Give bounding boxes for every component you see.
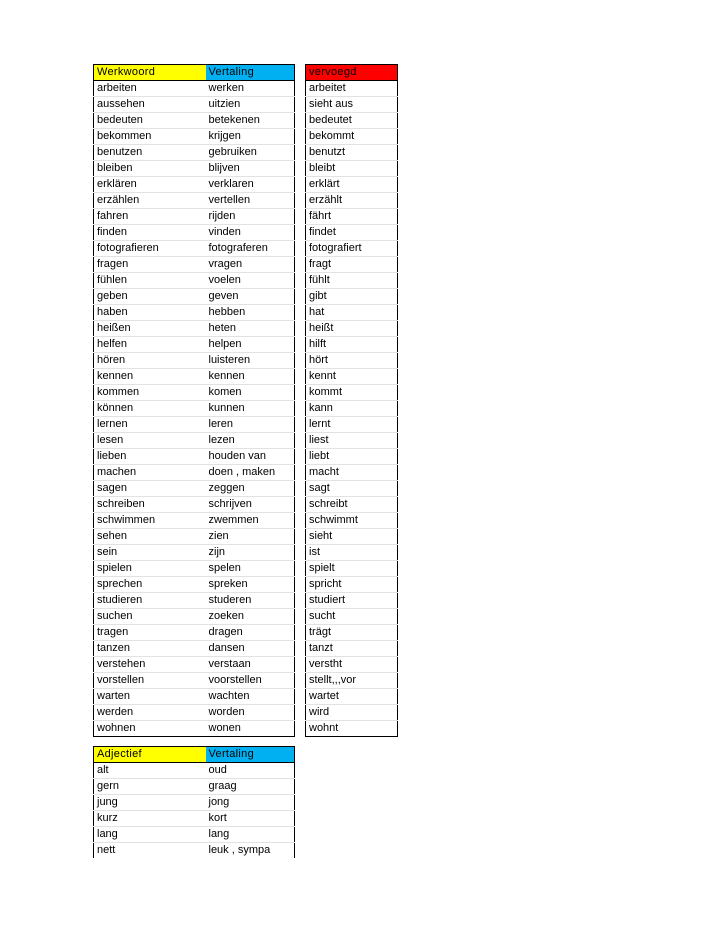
column-gap — [295, 465, 306, 481]
column-gap — [295, 145, 306, 161]
conjugated-cell: stellt,,,vor — [306, 673, 398, 689]
translation-cell: zien — [206, 529, 295, 545]
conjugated-cell: tanzt — [306, 641, 398, 657]
conjugated-cell: sieht — [306, 529, 398, 545]
conjugated-cell: lernt — [306, 417, 398, 433]
table-row — [94, 529, 398, 545]
verb-cell: werden — [94, 705, 206, 721]
verb-cell: verstehen — [94, 657, 206, 673]
column-gap — [295, 321, 306, 337]
translation-cell: zwemmen — [206, 513, 295, 529]
table-row — [94, 417, 398, 433]
column-gap — [295, 705, 306, 721]
translation-cell: verklaren — [206, 177, 295, 193]
conjugated-cell: hilft — [306, 337, 398, 353]
column-gap — [295, 561, 306, 577]
column-gap — [295, 593, 306, 609]
verb-cell: können — [94, 401, 206, 417]
table-row — [94, 827, 295, 843]
column-gap — [295, 641, 306, 657]
translation-cell: komen — [206, 385, 295, 401]
column-gap — [295, 449, 306, 465]
table-row — [94, 561, 398, 577]
header-werkwoord: Werkwoord — [94, 65, 206, 81]
table-row — [94, 145, 398, 161]
column-gap — [295, 577, 306, 593]
column-gap — [295, 209, 306, 225]
conjugated-cell: schreibt — [306, 497, 398, 513]
translation-cell: doen , maken — [206, 465, 295, 481]
verb-cell: warten — [94, 689, 206, 705]
table-row — [94, 497, 398, 513]
table-row — [94, 593, 398, 609]
conjugated-cell: trägt — [306, 625, 398, 641]
column-gap — [295, 721, 306, 737]
verb-cell: tragen — [94, 625, 206, 641]
column-gap — [295, 193, 306, 209]
verb-cell: bedeuten — [94, 113, 206, 129]
translation-cell: schrijven — [206, 497, 295, 513]
column-gap — [295, 385, 306, 401]
column-gap — [295, 417, 306, 433]
verb-cell: vorstellen — [94, 673, 206, 689]
table-row — [94, 641, 398, 657]
column-gap — [295, 353, 306, 369]
adjective-table — [93, 746, 295, 858]
translation-cell: zoeken — [206, 609, 295, 625]
translation-cell: wonen — [206, 721, 295, 737]
translation-cell: studeren — [206, 593, 295, 609]
table-row — [94, 795, 295, 811]
column-gap — [295, 225, 306, 241]
table-row — [94, 401, 398, 417]
translation-cell: heten — [206, 321, 295, 337]
column-gap — [295, 481, 306, 497]
translation-cell: graag — [206, 779, 295, 795]
conjugated-cell: wohnt — [306, 721, 398, 737]
conjugated-cell: fährt — [306, 209, 398, 225]
header-adjectief: Adjectief — [94, 747, 206, 763]
adjective-cell: alt — [94, 763, 206, 779]
table-row — [94, 305, 398, 321]
column-gap — [295, 161, 306, 177]
adjective-cell: gern — [94, 779, 206, 795]
verb-cell: schwimmen — [94, 513, 206, 529]
table-row — [94, 609, 398, 625]
translation-cell: krijgen — [206, 129, 295, 145]
table-row — [94, 577, 398, 593]
verb-cell: sehen — [94, 529, 206, 545]
conjugated-cell: wird — [306, 705, 398, 721]
translation-cell: leuk , sympa — [206, 843, 295, 859]
conjugated-cell: arbeitet — [306, 81, 398, 97]
translation-cell: spelen — [206, 561, 295, 577]
verb-cell: helfen — [94, 337, 206, 353]
conjugated-cell: macht — [306, 465, 398, 481]
conjugated-cell: sagt — [306, 481, 398, 497]
conjugated-cell: kennt — [306, 369, 398, 385]
column-gap — [295, 689, 306, 705]
verb-cell: bleiben — [94, 161, 206, 177]
conjugated-cell: heißt — [306, 321, 398, 337]
column-gap — [295, 257, 306, 273]
column-gap — [295, 529, 306, 545]
column-gap — [295, 625, 306, 641]
table-row — [94, 193, 398, 209]
conjugated-cell: erzählt — [306, 193, 398, 209]
translation-cell: kort — [206, 811, 295, 827]
conjugated-cell: sucht — [306, 609, 398, 625]
table-row — [94, 129, 398, 145]
translation-cell: kennen — [206, 369, 295, 385]
conjugated-cell: fühlt — [306, 273, 398, 289]
column-gap — [295, 369, 306, 385]
verb-cell: arbeiten — [94, 81, 206, 97]
verb-cell: fühlen — [94, 273, 206, 289]
translation-cell: luisteren — [206, 353, 295, 369]
translation-cell: lang — [206, 827, 295, 843]
adjective-table-header — [94, 747, 295, 763]
table-row — [94, 465, 398, 481]
verb-cell: erklären — [94, 177, 206, 193]
conjugated-cell: liest — [306, 433, 398, 449]
translation-cell: helpen — [206, 337, 295, 353]
verb-cell: heißen — [94, 321, 206, 337]
table-row — [94, 97, 398, 113]
conjugated-cell: schwimmt — [306, 513, 398, 529]
column-gap — [295, 81, 306, 97]
conjugated-cell: spielt — [306, 561, 398, 577]
translation-cell: zeggen — [206, 481, 295, 497]
table-row — [94, 763, 295, 779]
translation-cell: betekenen — [206, 113, 295, 129]
translation-cell: vragen — [206, 257, 295, 273]
conjugated-cell: gibt — [306, 289, 398, 305]
translation-cell: oud — [206, 763, 295, 779]
table-row — [94, 257, 398, 273]
verb-cell: haben — [94, 305, 206, 321]
translation-cell: gebruiken — [206, 145, 295, 161]
table-row — [94, 721, 398, 737]
column-gap — [295, 497, 306, 513]
table-row — [94, 513, 398, 529]
conjugated-cell: hört — [306, 353, 398, 369]
verb-cell: lieben — [94, 449, 206, 465]
verb-cell: sagen — [94, 481, 206, 497]
column-gap — [295, 273, 306, 289]
translation-cell: geven — [206, 289, 295, 305]
translation-cell: voelen — [206, 273, 295, 289]
verb-cell: bekommen — [94, 129, 206, 145]
column-gap — [295, 113, 306, 129]
column-gap — [295, 241, 306, 257]
verb-cell: lesen — [94, 433, 206, 449]
translation-cell: dragen — [206, 625, 295, 641]
translation-cell: leren — [206, 417, 295, 433]
verb-cell: finden — [94, 225, 206, 241]
translation-cell: jong — [206, 795, 295, 811]
table-row — [94, 481, 398, 497]
adjective-cell: lang — [94, 827, 206, 843]
translation-cell: worden — [206, 705, 295, 721]
translation-cell: zijn — [206, 545, 295, 561]
conjugated-cell: wartet — [306, 689, 398, 705]
verb-cell: geben — [94, 289, 206, 305]
verb-table — [93, 64, 398, 737]
table-row — [94, 779, 295, 795]
column-gap — [295, 433, 306, 449]
table-row — [94, 225, 398, 241]
verb-cell: erzählen — [94, 193, 206, 209]
verb-cell: hören — [94, 353, 206, 369]
table-row — [94, 705, 398, 721]
column-gap — [295, 609, 306, 625]
table-row — [94, 353, 398, 369]
conjugated-cell: fotografiert — [306, 241, 398, 257]
column-gap — [295, 177, 306, 193]
verb-cell: benutzen — [94, 145, 206, 161]
column-gap — [295, 337, 306, 353]
table-row — [94, 689, 398, 705]
table-row — [94, 81, 398, 97]
column-gap — [295, 401, 306, 417]
verb-cell: kommen — [94, 385, 206, 401]
translation-cell: rijden — [206, 209, 295, 225]
column-gap — [295, 657, 306, 673]
verb-table-header — [94, 65, 398, 81]
adjective-cell: jung — [94, 795, 206, 811]
table-row — [94, 321, 398, 337]
translation-cell: spreken — [206, 577, 295, 593]
translation-cell: uitzien — [206, 97, 295, 113]
translation-cell: lezen — [206, 433, 295, 449]
verb-cell: lernen — [94, 417, 206, 433]
verb-cell: machen — [94, 465, 206, 481]
column-gap — [295, 513, 306, 529]
table-row — [94, 657, 398, 673]
conjugated-cell: kommt — [306, 385, 398, 401]
table-row — [94, 369, 398, 385]
verb-cell: suchen — [94, 609, 206, 625]
table-row — [94, 545, 398, 561]
table-row — [94, 241, 398, 257]
translation-cell: houden van — [206, 449, 295, 465]
table-row — [94, 161, 398, 177]
table-row — [94, 113, 398, 129]
conjugated-cell: studiert — [306, 593, 398, 609]
verb-cell: fahren — [94, 209, 206, 225]
table-row — [94, 449, 398, 465]
verb-cell: kennen — [94, 369, 206, 385]
translation-cell: kunnen — [206, 401, 295, 417]
table-row — [94, 273, 398, 289]
translation-cell: vinden — [206, 225, 295, 241]
verb-cell: wohnen — [94, 721, 206, 737]
table-row — [94, 337, 398, 353]
table-row — [94, 177, 398, 193]
translation-cell: wachten — [206, 689, 295, 705]
verb-cell: tanzen — [94, 641, 206, 657]
verb-cell: aussehen — [94, 97, 206, 113]
header-vertaling: Vertaling — [206, 65, 295, 81]
conjugated-cell: bleibt — [306, 161, 398, 177]
verb-cell: fotografieren — [94, 241, 206, 257]
translation-cell: werken — [206, 81, 295, 97]
conjugated-cell: bedeutet — [306, 113, 398, 129]
column-gap — [295, 129, 306, 145]
adjective-cell: kurz — [94, 811, 206, 827]
verb-cell: sprechen — [94, 577, 206, 593]
conjugated-cell: hat — [306, 305, 398, 321]
column-gap — [295, 545, 306, 561]
translation-cell: voorstellen — [206, 673, 295, 689]
verb-cell: spielen — [94, 561, 206, 577]
conjugated-cell: sieht aus — [306, 97, 398, 113]
translation-cell: dansen — [206, 641, 295, 657]
column-gap — [295, 65, 306, 81]
column-gap — [295, 305, 306, 321]
table-row — [94, 289, 398, 305]
table-row — [94, 385, 398, 401]
conjugated-cell: kann — [306, 401, 398, 417]
conjugated-cell: findet — [306, 225, 398, 241]
table-row — [94, 209, 398, 225]
column-gap — [295, 97, 306, 113]
verb-cell: fragen — [94, 257, 206, 273]
conjugated-cell: liebt — [306, 449, 398, 465]
translation-cell: verstaan — [206, 657, 295, 673]
header-vertaling: Vertaling — [206, 747, 295, 763]
column-gap — [295, 289, 306, 305]
translation-cell: fotograferen — [206, 241, 295, 257]
conjugated-cell: fragt — [306, 257, 398, 273]
verb-cell: schreiben — [94, 497, 206, 513]
table-row — [94, 625, 398, 641]
table-row — [94, 843, 295, 859]
translation-cell: hebben — [206, 305, 295, 321]
header-vervoegd: vervoegd — [306, 65, 398, 81]
adjective-cell: nett — [94, 843, 206, 859]
translation-cell: vertellen — [206, 193, 295, 209]
verb-cell: studieren — [94, 593, 206, 609]
table-row — [94, 811, 295, 827]
table-row — [94, 673, 398, 689]
conjugated-cell: erklärt — [306, 177, 398, 193]
translation-cell: blijven — [206, 161, 295, 177]
column-gap — [295, 673, 306, 689]
conjugated-cell: ist — [306, 545, 398, 561]
conjugated-cell: bekommt — [306, 129, 398, 145]
conjugated-cell: benutzt — [306, 145, 398, 161]
verb-cell: sein — [94, 545, 206, 561]
conjugated-cell: verstht — [306, 657, 398, 673]
conjugated-cell: spricht — [306, 577, 398, 593]
table-row — [94, 433, 398, 449]
